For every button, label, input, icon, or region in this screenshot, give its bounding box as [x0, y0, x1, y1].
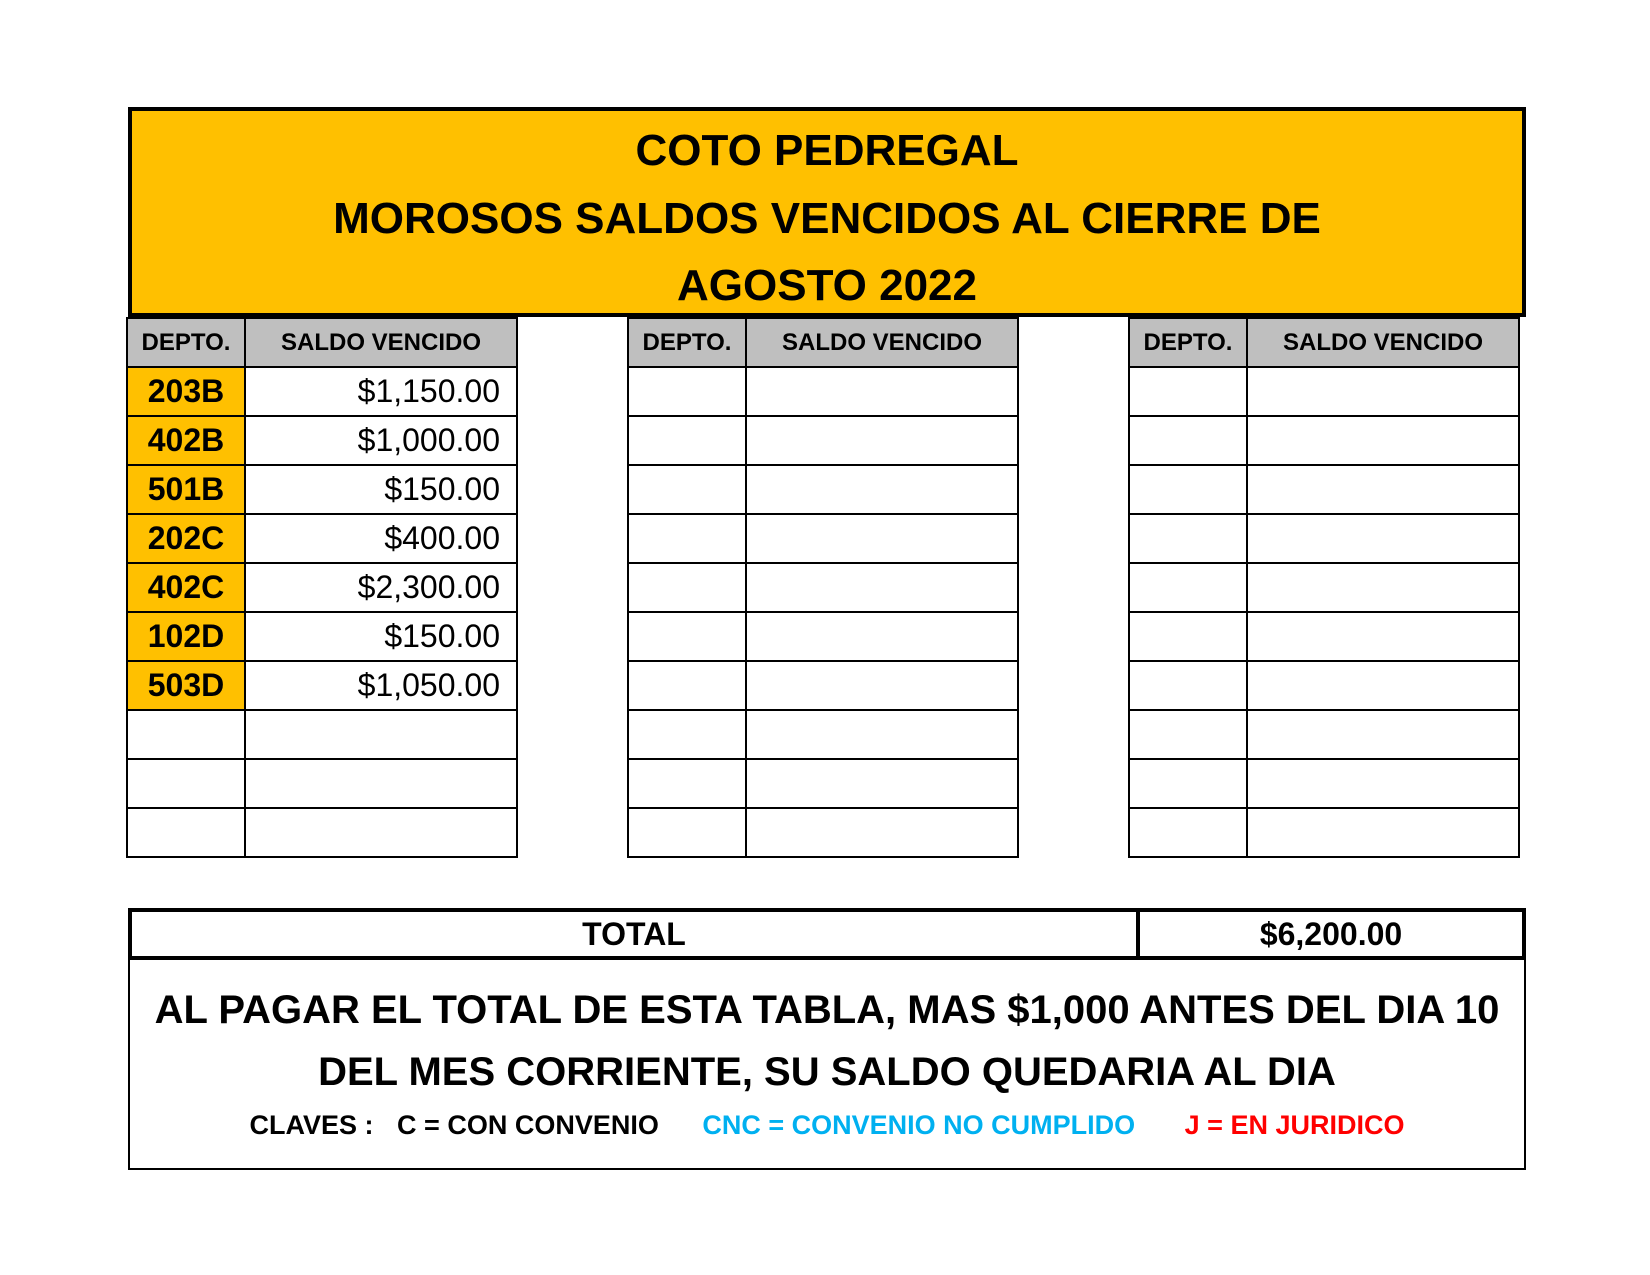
balance-cell[interactable]: $150.00 — [245, 612, 517, 661]
balance-cell[interactable] — [1247, 808, 1519, 857]
key-j: J = EN JURIDICO — [1184, 1110, 1405, 1140]
dept-cell[interactable] — [628, 808, 746, 857]
balance-cell[interactable] — [1247, 710, 1519, 759]
dept-cell[interactable]: 503D — [127, 661, 245, 710]
table-row — [628, 367, 1018, 416]
title-line-3: AGOSTO 2022 — [677, 261, 977, 310]
balance-cell[interactable] — [746, 416, 1018, 465]
balance-cell[interactable]: $400.00 — [245, 514, 517, 563]
table-row — [1129, 465, 1519, 514]
title-line-1: COTO PEDREGAL — [635, 126, 1019, 175]
balance-cell[interactable] — [1247, 661, 1519, 710]
table-header-row — [1129, 318, 1519, 367]
table-row — [628, 416, 1018, 465]
table-row — [127, 465, 517, 514]
balance-cell[interactable] — [245, 710, 517, 759]
table-row — [628, 808, 1018, 857]
balance-cell[interactable] — [1247, 759, 1519, 808]
dept-cell[interactable]: 102D — [127, 612, 245, 661]
table-row — [628, 661, 1018, 710]
total-value: $6,200.00 — [1259, 916, 1403, 952]
dept-cell[interactable]: 202C — [127, 514, 245, 563]
dept-cell[interactable] — [628, 612, 746, 661]
dept-cell[interactable] — [1129, 416, 1247, 465]
table-row — [628, 514, 1018, 563]
table-row — [628, 465, 1018, 514]
balance-cell[interactable] — [746, 367, 1018, 416]
table-row — [1129, 612, 1519, 661]
keys-legend — [130, 1110, 1524, 1141]
table-row — [127, 759, 517, 808]
table-row — [1129, 710, 1519, 759]
dept-cell[interactable]: 402C — [127, 563, 245, 612]
balance-cell[interactable] — [245, 808, 517, 857]
key-c: C = CON CONVENIO — [397, 1110, 659, 1140]
dept-cell[interactable] — [628, 759, 746, 808]
dept-header: DEPTO. — [1129, 318, 1247, 367]
dept-cell[interactable] — [628, 367, 746, 416]
dept-cell[interactable] — [127, 759, 245, 808]
dept-cell[interactable] — [1129, 612, 1247, 661]
total-and-notice-box — [128, 908, 1526, 1170]
total-row — [128, 908, 1526, 960]
dept-cell[interactable]: 203B — [127, 367, 245, 416]
balance-cell[interactable] — [1247, 514, 1519, 563]
payment-notice-line-2: DEL MES CORRIENTE, SU SALDO QUEDARIA AL DIA — [318, 1050, 1336, 1094]
table-row — [1129, 416, 1519, 465]
dept-cell[interactable] — [1129, 710, 1247, 759]
title-banner — [128, 107, 1526, 317]
balance-cell[interactable] — [746, 612, 1018, 661]
dept-cell[interactable] — [1129, 563, 1247, 612]
balance-cell[interactable] — [1247, 465, 1519, 514]
table-row — [1129, 367, 1519, 416]
key-cnc: CNC = CONVENIO NO CUMPLIDO — [702, 1110, 1136, 1140]
table-row — [127, 367, 517, 416]
table-row — [628, 612, 1018, 661]
dept-cell[interactable] — [1129, 661, 1247, 710]
balance-cell[interactable] — [746, 563, 1018, 612]
delinquent-table-1 — [126, 317, 518, 858]
payment-notice-line-1: AL PAGAR EL TOTAL DE ESTA TABLA, MAS $1,000 ANTES DEL DIA 10 — [154, 988, 1500, 1032]
dept-cell[interactable] — [1129, 465, 1247, 514]
table-row — [127, 514, 517, 563]
dept-cell[interactable] — [1129, 808, 1247, 857]
delinquent-table-3 — [1128, 317, 1520, 858]
balance-header: SALDO VENCIDO — [746, 318, 1018, 367]
balance-cell[interactable] — [746, 514, 1018, 563]
table-row — [1129, 514, 1519, 563]
table-row — [127, 808, 517, 857]
dept-cell[interactable] — [628, 416, 746, 465]
balance-cell[interactable] — [746, 759, 1018, 808]
dept-cell[interactable] — [1129, 367, 1247, 416]
dept-cell[interactable] — [628, 661, 746, 710]
title-line-2: MOROSOS SALDOS VENCIDOS AL CIERRE DE — [333, 194, 1321, 243]
dept-cell[interactable]: 501B — [127, 465, 245, 514]
table-row — [628, 759, 1018, 808]
balance-cell[interactable]: $1,000.00 — [245, 416, 517, 465]
balance-cell[interactable] — [245, 759, 517, 808]
table-header-row — [628, 318, 1018, 367]
table-row — [1129, 808, 1519, 857]
balance-cell[interactable] — [1247, 367, 1519, 416]
table-row — [127, 416, 517, 465]
dept-cell[interactable] — [1129, 759, 1247, 808]
dept-cell[interactable] — [628, 465, 746, 514]
dept-header: DEPTO. — [628, 318, 746, 367]
balance-cell[interactable] — [1247, 416, 1519, 465]
balance-cell[interactable] — [1247, 612, 1519, 661]
balance-cell[interactable] — [746, 710, 1018, 759]
table-row — [1129, 661, 1519, 710]
dept-header: DEPTO. — [127, 318, 245, 367]
dept-cell[interactable] — [628, 710, 746, 759]
dept-cell[interactable] — [127, 808, 245, 857]
table-row — [127, 612, 517, 661]
table-row — [127, 661, 517, 710]
balance-header: SALDO VENCIDO — [245, 318, 517, 367]
balance-cell[interactable] — [746, 808, 1018, 857]
table-row — [1129, 563, 1519, 612]
table-row — [628, 563, 1018, 612]
table-header-row — [127, 318, 517, 367]
dept-cell[interactable] — [1129, 514, 1247, 563]
balance-cell[interactable]: $1,150.00 — [245, 367, 517, 416]
balance-cell[interactable]: $1,050.00 — [245, 661, 517, 710]
total-label: TOTAL — [132, 912, 1140, 956]
dept-cell[interactable] — [628, 563, 746, 612]
table-row — [127, 710, 517, 759]
balance-cell[interactable] — [1247, 563, 1519, 612]
table-row — [1129, 759, 1519, 808]
dept-cell[interactable] — [127, 710, 245, 759]
table-row — [628, 710, 1018, 759]
keys-label: CLAVES : — [249, 1110, 374, 1140]
balance-cell[interactable]: $150.00 — [245, 465, 517, 514]
balance-cell[interactable] — [746, 661, 1018, 710]
table-row — [127, 563, 517, 612]
balance-header: SALDO VENCIDO — [1247, 318, 1519, 367]
balance-cell[interactable] — [746, 465, 1018, 514]
delinquent-table-2 — [627, 317, 1019, 858]
dept-cell[interactable]: 402B — [127, 416, 245, 465]
balance-cell[interactable]: $2,300.00 — [245, 563, 517, 612]
dept-cell[interactable] — [628, 514, 746, 563]
